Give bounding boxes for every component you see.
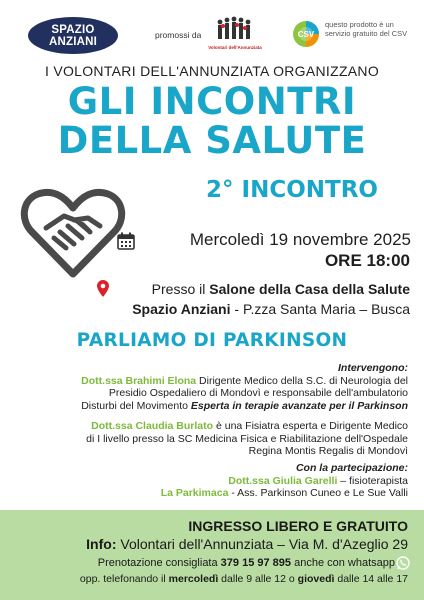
speakers-block (18, 362, 408, 412)
speaker2-name: Dott.ssa Claudia Burlato (91, 420, 214, 432)
booking-pre: Prenotazione consigliata (97, 557, 221, 569)
speaker2-role: è una Fisiatra esperta e Dirigente Medico (213, 420, 408, 432)
location-line2 (60, 301, 410, 317)
participant2-line (18, 487, 408, 500)
phone-number[interactable]: 379 15 97 895 (220, 557, 292, 569)
participant1-name: Dott.ssa Giulia Garelli (228, 474, 338, 487)
handshake-heart-icon (18, 176, 128, 286)
event-date: Mercoledì 19 novembre 2025 (189, 230, 411, 249)
speaker2-line2: di I livello presso la SC Medicina Fisica e Riabilitazione dell'Ospedale (86, 432, 408, 445)
promoted-by-label: promossi da (155, 30, 202, 40)
hours-day1: mercoledì (168, 573, 219, 585)
hours-line (0, 573, 408, 585)
info-line (0, 536, 408, 552)
speaker2-line3: Regina Montis Regalis di Mondovì (248, 445, 408, 458)
info-text: Volontari dell'Annunziata – Via M. d'Azeglio 29 (116, 536, 408, 552)
location-address: - P.zza Santa Maria – Busca (230, 301, 410, 317)
booking-post: anche con whatsapp (291, 557, 395, 569)
logo-line1: SPAZIO (51, 23, 95, 36)
subtitle: 2° INCONTRO (206, 177, 378, 203)
logo-line2: ANZIANI (48, 35, 98, 48)
speaker1-expertise: Esperta in terapie avanzate per il Parkinson (190, 399, 408, 412)
event-time: ORE 18:00 (324, 251, 410, 270)
title-line2: DELLA SALUTE (57, 119, 367, 162)
hours-pre: opp. telefonando il (79, 573, 169, 585)
location-place: Spazio Anziani (132, 301, 231, 317)
hours-mid: dalle 9 alle 12 o (218, 573, 298, 585)
spazio-anziani-logo (28, 17, 118, 54)
location-prefix: Presso il (151, 281, 210, 297)
hours-post: dalle 14 alle 17 (334, 573, 408, 585)
volunteers-logo-text: Volontari dell'Annunziata (208, 45, 262, 50)
map-pin-icon (97, 280, 109, 297)
whatsapp-icon (396, 556, 410, 570)
page-title (0, 82, 424, 160)
info-label: Info: (86, 536, 117, 552)
csv-note: questo prodotto è un servizio gratuito del CSV (325, 20, 408, 38)
speaker1-name: Dott.ssa Brahimi Elona (81, 374, 197, 387)
csv-logo-text: CSV (297, 30, 315, 39)
speakers-heading: Intervengono: (338, 362, 408, 374)
speaker1-role: Dirigente Medico della S.C. di Neurologia del (196, 374, 408, 387)
title-line1: GLI INCONTRI (67, 80, 357, 123)
calendar-icon (117, 232, 135, 250)
participant1-line (18, 475, 408, 488)
supertitle: I VOLONTARI DELL'ANNUNZIATA ORGANIZZANO (44, 63, 380, 79)
booking-line (0, 557, 395, 569)
participation-heading: Con la partecipazione: (295, 462, 408, 474)
speaker1-dept: Disturbi del Movimento (81, 399, 191, 412)
speaker2-line1 (18, 420, 408, 433)
free-entry-text: INGRESSO LIBERO E GRATUITO (188, 518, 408, 534)
csv-logo (292, 20, 320, 48)
hours-day2: giovedì (297, 573, 335, 585)
location-line1 (112, 281, 410, 297)
speaker1-line1 (18, 375, 408, 388)
participant1-role: – fisioterapista (337, 474, 408, 487)
speaker1-line2: Presidio Ospedaliero di Mondovì e responsabile dell'ambulatorio (108, 387, 408, 400)
participant2-role: - Ass. Parkinson Cuneo e Le Sue Valli (228, 487, 408, 500)
topic-heading: PARLIAMO DI PARKINSON (76, 330, 348, 351)
participant2-name: La Parkimaca (160, 487, 229, 500)
location-venue: Salone della Casa della Salute (209, 281, 410, 297)
speaker2-block (18, 420, 408, 458)
participation-block (18, 462, 408, 500)
speaker1-line3 (18, 400, 408, 413)
